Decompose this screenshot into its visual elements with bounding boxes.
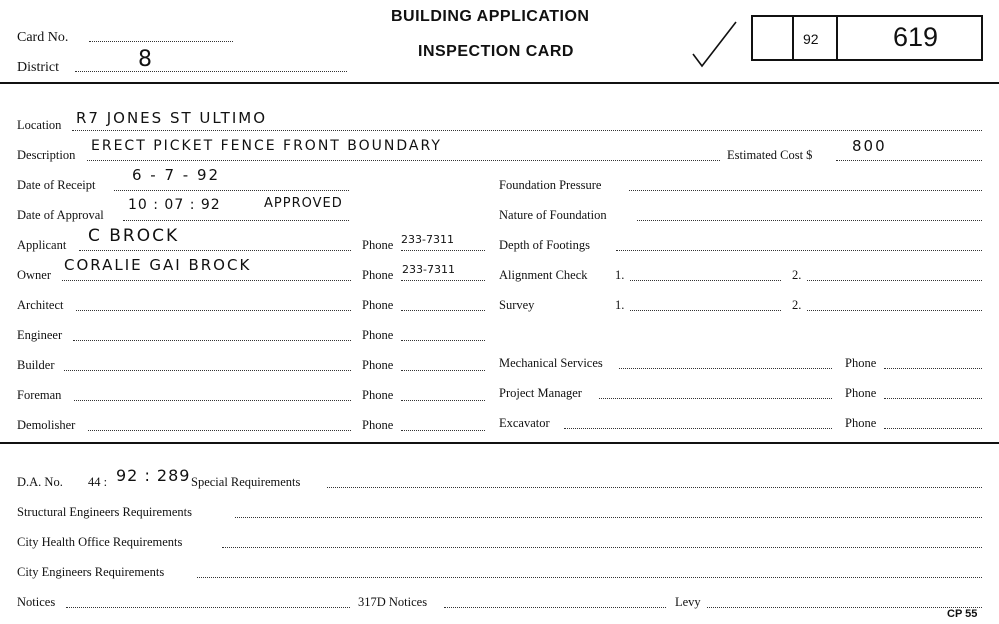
demolisher-phone-field[interactable]: [401, 430, 485, 431]
notices-317d-label: 317D Notices: [358, 595, 428, 609]
da-no-label: D.A. No.: [17, 475, 63, 489]
engineer-phone-label: Phone: [362, 328, 394, 342]
box-number: 619: [893, 22, 939, 52]
excavator-field[interactable]: [564, 428, 832, 429]
project-manager-phone-field[interactable]: [884, 398, 982, 399]
project-manager-phone-label: Phone: [845, 386, 877, 400]
mechanical-services-label: Mechanical Services: [499, 356, 603, 370]
alignment-check-item-1: 1.: [615, 268, 625, 282]
applicant-phone-field[interactable]: [401, 250, 485, 251]
city-health-label: City Health Office Requirements: [17, 535, 183, 549]
project-manager-field[interactable]: [599, 398, 832, 399]
foreman-phone-label: Phone: [362, 388, 394, 402]
card-number-box: [751, 15, 983, 61]
demolisher-phone-label: Phone: [362, 418, 394, 432]
checkmark-icon: [690, 20, 740, 68]
location-label: Location: [17, 118, 62, 132]
applicant-field[interactable]: [79, 250, 351, 251]
applicant-phone-value: 233-7311: [401, 233, 454, 246]
city-engineers-label: City Engineers Requirements: [17, 565, 165, 579]
form-code: CP 55: [947, 608, 978, 620]
form-title-line2: INSPECTION CARD: [418, 43, 574, 60]
box-divider: [836, 15, 838, 61]
card-no-field[interactable]: [89, 41, 233, 42]
owner-phone-field[interactable]: [401, 280, 485, 281]
structural-engineers-label: Structural Engineers Requirements: [17, 505, 192, 519]
owner-phone-label: Phone: [362, 268, 394, 282]
builder-phone-label: Phone: [362, 358, 394, 372]
mechanical-services-field[interactable]: [619, 368, 832, 369]
nature-of-foundation-label: Nature of Foundation: [499, 208, 607, 222]
levy-label: Levy: [675, 595, 701, 609]
date-of-approval-field[interactable]: [123, 220, 349, 221]
demolisher-label: Demolisher: [17, 418, 76, 432]
description-label: Description: [17, 148, 76, 162]
estimated-cost-label: Estimated Cost $: [727, 148, 813, 162]
da-no-value: 92 : 289: [116, 466, 191, 485]
location-value: R7 JONES ST ULTIMO: [76, 109, 268, 127]
survey-field-1[interactable]: [630, 310, 781, 311]
foreman-field[interactable]: [74, 400, 351, 401]
foundation-pressure-label: Foundation Pressure: [499, 178, 602, 192]
owner-phone-value: 233-7311: [402, 263, 455, 276]
section-divider: [0, 442, 999, 444]
alignment-check-label: Alignment Check: [499, 268, 588, 282]
engineer-phone-field[interactable]: [401, 340, 485, 341]
foreman-label: Foreman: [17, 388, 62, 402]
owner-value: CORALIE GAI BROCK: [64, 256, 252, 274]
depth-of-footings-field[interactable]: [616, 250, 982, 251]
district-value: 8: [138, 47, 154, 72]
alignment-check-field-1[interactable]: [630, 280, 781, 281]
survey-item-1: 1.: [615, 298, 625, 312]
structural-engineers-field[interactable]: [235, 517, 982, 518]
notices-label: Notices: [17, 595, 56, 609]
description-value: ERECT PICKET FENCE FRONT BOUNDARY: [91, 138, 442, 154]
excavator-phone-field[interactable]: [884, 428, 982, 429]
demolisher-field[interactable]: [88, 430, 351, 431]
box-year: 92: [803, 31, 819, 47]
applicant-label: Applicant: [17, 238, 67, 252]
special-requirements-field[interactable]: [327, 487, 982, 488]
architect-phone-label: Phone: [362, 298, 394, 312]
applicant-value: C BROCK: [88, 226, 180, 246]
depth-of-footings-label: Depth of Footings: [499, 238, 590, 252]
location-field[interactable]: [72, 130, 982, 131]
date-of-approval-value: 10 : 07 : 92: [128, 197, 221, 213]
district-field[interactable]: [75, 71, 347, 72]
date-of-approval-label: Date of Approval: [17, 208, 104, 222]
excavator-label: Excavator: [499, 416, 550, 430]
estimated-cost-value: 800: [852, 137, 887, 155]
approval-note: APPROVED: [264, 196, 343, 211]
architect-field[interactable]: [76, 310, 351, 311]
excavator-phone-label: Phone: [845, 416, 877, 430]
owner-field[interactable]: [62, 280, 351, 281]
mechanical-services-phone-label: Phone: [845, 356, 877, 370]
nature-of-foundation-field[interactable]: [637, 220, 982, 221]
survey-item-2: 2.: [792, 298, 802, 312]
city-health-field[interactable]: [222, 547, 982, 548]
survey-label: Survey: [499, 298, 535, 312]
notices-field[interactable]: [66, 607, 350, 608]
architect-label: Architect: [17, 298, 64, 312]
alignment-check-field-2[interactable]: [807, 280, 982, 281]
box-divider: [792, 15, 794, 61]
foreman-phone-field[interactable]: [401, 400, 485, 401]
mechanical-services-phone-field[interactable]: [884, 368, 982, 369]
applicant-phone-label: Phone: [362, 238, 394, 252]
architect-phone-field[interactable]: [401, 310, 485, 311]
engineer-field[interactable]: [73, 340, 351, 341]
builder-field[interactable]: [64, 370, 351, 371]
header-divider: [0, 82, 999, 84]
foundation-pressure-field[interactable]: [629, 190, 982, 191]
date-of-receipt-value: 6 - 7 - 92: [132, 166, 221, 184]
city-engineers-field[interactable]: [197, 577, 982, 578]
card-no-label: Card No.: [17, 30, 69, 45]
form-title-line1: BUILDING APPLICATION: [391, 8, 590, 25]
date-of-receipt-label: Date of Receipt: [17, 178, 96, 192]
da-no-prefix: 44 :: [88, 475, 108, 489]
alignment-check-item-2: 2.: [792, 268, 802, 282]
description-field[interactable]: [87, 160, 720, 161]
engineer-label: Engineer: [17, 328, 63, 342]
builder-phone-field[interactable]: [401, 370, 485, 371]
notices-317d-field[interactable]: [444, 607, 666, 608]
builder-label: Builder: [17, 358, 55, 372]
project-manager-label: Project Manager: [499, 386, 582, 400]
special-requirements-label: Special Requirements: [191, 475, 301, 489]
estimated-cost-field[interactable]: [836, 160, 982, 161]
levy-field[interactable]: [707, 607, 982, 608]
owner-label: Owner: [17, 268, 52, 282]
district-label: District: [17, 60, 59, 75]
survey-field-2[interactable]: [807, 310, 982, 311]
date-of-receipt-field[interactable]: [114, 190, 349, 191]
